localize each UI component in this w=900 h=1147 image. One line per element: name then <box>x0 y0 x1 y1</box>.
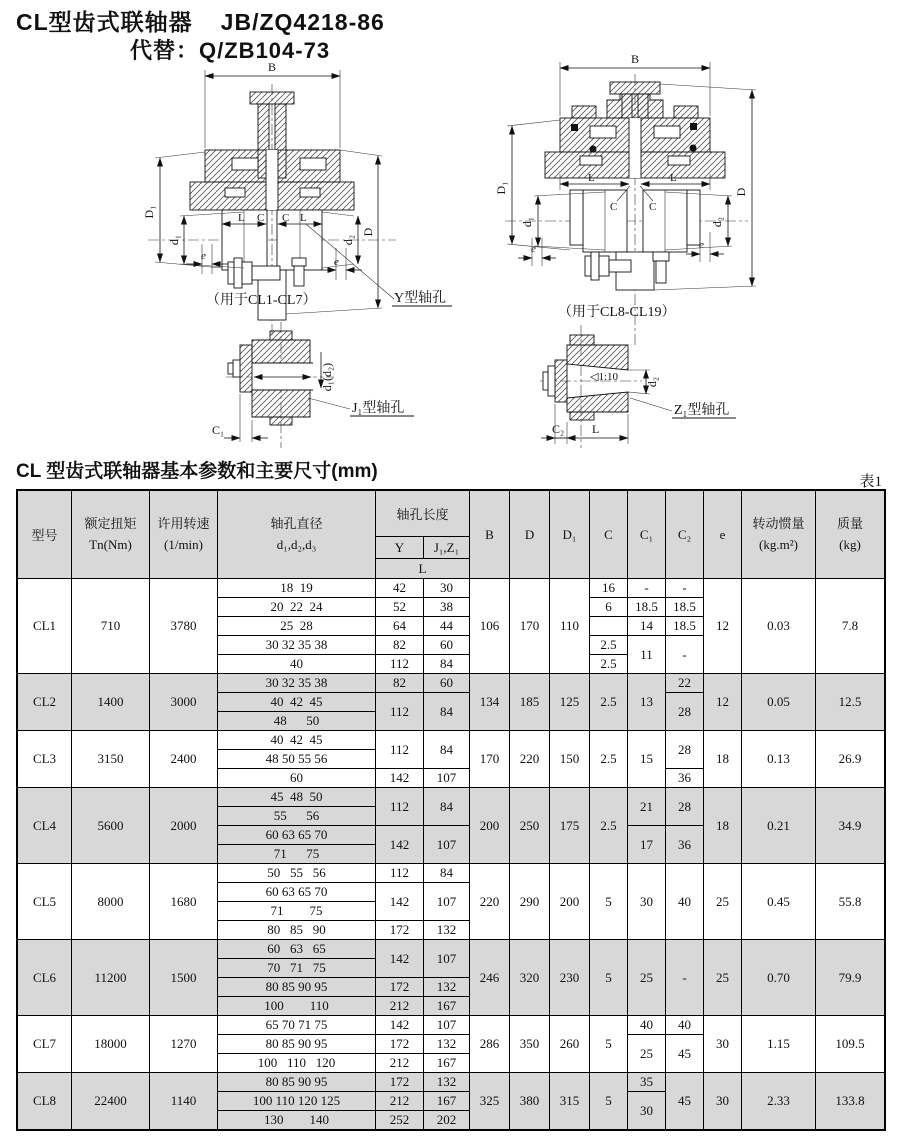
cell-D: 185 <box>510 674 550 731</box>
cell-length-Y: 172 <box>376 1035 424 1054</box>
cell-C1: 11 <box>628 636 666 674</box>
cell-torque: 1400 <box>72 674 150 731</box>
cell-length-Y: 172 <box>376 921 424 940</box>
cell-D1: 150 <box>550 731 590 788</box>
cell-C1: 30 <box>628 1092 666 1130</box>
technical-drawings <box>0 0 900 455</box>
cell-length-J: 84 <box>424 788 470 826</box>
dim-label-D-right: D <box>734 187 748 197</box>
parameters-table <box>17 490 885 1130</box>
cell-e: 18 <box>704 788 742 864</box>
cell-C2: 28 <box>666 788 704 826</box>
cell-C2: 22 <box>666 674 704 693</box>
cell-length-J: 30 <box>424 579 470 598</box>
cell-speed: 1680 <box>150 864 218 940</box>
cell-inertia: 0.13 <box>742 731 816 788</box>
dim-label-l2-right: L <box>670 172 677 184</box>
cell-length-Y: 212 <box>376 1092 424 1111</box>
cell-bore-diameters: 25 28 <box>218 617 376 636</box>
dim-label-l1-left: L <box>238 212 245 224</box>
col-header-L: L <box>376 559 470 579</box>
title-coupling-name: CL型齿式联轴器 <box>16 9 193 35</box>
cell-C2: 40 <box>666 1016 704 1035</box>
cell-mass: 26.9 <box>816 731 885 788</box>
cell-bore-diameters: 100 110 120 <box>218 1054 376 1073</box>
col-header-D: D <box>510 491 550 579</box>
dim-label-c2-left: C <box>282 212 290 224</box>
cell-torque: 5600 <box>72 788 150 864</box>
drawing-cl1-cl7 <box>142 60 452 338</box>
cell-inertia: 0.03 <box>742 579 816 674</box>
dim-label-d1-left: d₁ <box>167 234 181 246</box>
cell-C: 2.5 <box>590 731 628 788</box>
cell-bore-diameters: 30 32 35 38 <box>218 674 376 693</box>
cell-B: 325 <box>470 1073 510 1130</box>
col-header-mass-sub: (kg) <box>839 536 861 552</box>
z1-l-dim-label: L <box>592 422 600 436</box>
cell-C1: 14 <box>628 617 666 636</box>
cell-length-J: 107 <box>424 769 470 788</box>
cell-bore-diameters: 80 85 90 95 <box>218 978 376 997</box>
col-header-speed-sub: (1/min) <box>164 536 203 552</box>
right-drawing-caption: （用于CL8-CL19） <box>558 305 676 320</box>
j1-c1-dim-label: C₁ <box>212 423 225 437</box>
col-header-speed <box>150 491 218 579</box>
col-header-torque-sub: Tn(Nm) <box>89 536 132 552</box>
cell-bore-diameters: 55 56 <box>218 807 376 826</box>
col-header-model: 型号 <box>18 491 72 579</box>
cell-D1: 110 <box>550 579 590 674</box>
cell-bore-diameters: 50 55 56 <box>218 864 376 883</box>
cell-bore-diameters: 60 63 65 <box>218 940 376 959</box>
dim-label-e2-left: e <box>334 256 339 268</box>
col-header-speed-cn: 许用转速 <box>157 515 210 531</box>
cell-C: 5 <box>590 1016 628 1073</box>
cell-C2: 18.5 <box>666 598 704 617</box>
cell-model: CL8 <box>18 1073 72 1130</box>
cell-mass: 34.9 <box>816 788 885 864</box>
cell-length-Y: 142 <box>376 883 424 921</box>
title-standard: JB/ZQ4218-86 <box>220 9 385 35</box>
dim-label-D1-right: D₁ <box>494 181 508 195</box>
dim-label-d1-right: d₁ <box>520 216 534 228</box>
col-header-Y: Y <box>376 537 424 559</box>
dim-label-d2-right: d₂ <box>710 216 724 228</box>
cell-bore-diameters: 80 85 90 95 <box>218 1035 376 1054</box>
table-body <box>18 579 885 1130</box>
cell-length-Y: 212 <box>376 997 424 1016</box>
cell-bore-diameters: 45 48 50 <box>218 788 376 807</box>
table-row <box>18 579 885 598</box>
cell-mass: 55.8 <box>816 864 885 940</box>
cell-length-J: 38 <box>424 598 470 617</box>
cell-length-Y: 52 <box>376 598 424 617</box>
cell-D: 350 <box>510 1016 550 1073</box>
cell-length-J: 202 <box>424 1111 470 1130</box>
z1-bore-label: Z₁型轴孔 <box>674 403 730 418</box>
table-row <box>18 731 885 750</box>
cell-D1: 230 <box>550 940 590 1016</box>
dim-label-d2-left: d₂ <box>341 234 355 246</box>
cell-model: CL2 <box>18 674 72 731</box>
col-header-C2: C₂ <box>666 491 704 579</box>
cell-C <box>590 617 628 636</box>
cell-inertia: 0.70 <box>742 940 816 1016</box>
cell-bore-diameters: 60 63 65 70 <box>218 826 376 845</box>
col-header-inertia <box>742 491 816 579</box>
drawing-j1-bore <box>212 322 414 448</box>
cell-length-Y: 172 <box>376 1073 424 1092</box>
z1-taper-label: ◁1:10 <box>590 371 619 383</box>
col-header-torque-cn: 额定扭矩 <box>84 515 137 531</box>
cell-length-Y: 112 <box>376 693 424 731</box>
cell-C: 2.5 <box>590 788 628 864</box>
cell-C2: - <box>666 940 704 1016</box>
cell-C1: 21 <box>628 788 666 826</box>
cell-length-Y: 42 <box>376 579 424 598</box>
cell-e: 18 <box>704 731 742 788</box>
col-header-J1Z1: J₁,Z₁ <box>424 537 470 559</box>
j1-bore-dim-label: d₁(d₂) <box>320 362 334 392</box>
cell-length-J: 60 <box>424 674 470 693</box>
dim-label-l2-left: L <box>300 212 307 224</box>
cell-length-J: 60 <box>424 636 470 655</box>
cell-mass: 79.9 <box>816 940 885 1016</box>
cell-bore-diameters: 80 85 90 <box>218 921 376 940</box>
cell-mass: 7.8 <box>816 579 885 674</box>
cell-length-Y: 64 <box>376 617 424 636</box>
cell-bore-diameters: 18 19 <box>218 579 376 598</box>
table-row <box>18 940 885 959</box>
cell-length-J: 84 <box>424 693 470 731</box>
col-header-B: B <box>470 491 510 579</box>
cell-C: 2.5 <box>590 674 628 731</box>
col-header-mass-cn: 质量 <box>837 515 864 531</box>
cell-speed: 2400 <box>150 731 218 788</box>
col-header-C1: C₁ <box>628 491 666 579</box>
cell-length-J: 132 <box>424 921 470 940</box>
drawing-z1-bore <box>540 325 736 448</box>
cell-e: 30 <box>704 1016 742 1073</box>
col-header-C: C <box>590 491 628 579</box>
cell-B: 134 <box>470 674 510 731</box>
cell-C2: 40 <box>666 864 704 940</box>
cell-D: 290 <box>510 864 550 940</box>
cell-C2: - <box>666 579 704 598</box>
cell-length-Y: 112 <box>376 864 424 883</box>
cell-length-Y: 112 <box>376 655 424 674</box>
table-header <box>18 491 885 579</box>
cell-bore-diameters: 80 85 90 95 <box>218 1073 376 1092</box>
cell-speed: 1270 <box>150 1016 218 1073</box>
cell-length-J: 84 <box>424 731 470 769</box>
cell-C2: 28 <box>666 731 704 769</box>
cell-bore-diameters: 70 71 75 <box>218 959 376 978</box>
cell-C2: 28 <box>666 693 704 731</box>
cell-C2: 45 <box>666 1035 704 1073</box>
cell-bore-diameters: 100 110 120 125 <box>218 1092 376 1111</box>
col-header-D1: D₁ <box>550 491 590 579</box>
col-header-bore-sub: d₁,d₂,d₃ <box>276 536 317 552</box>
cell-length-Y: 82 <box>376 674 424 693</box>
cell-D: 250 <box>510 788 550 864</box>
cell-length-J: 107 <box>424 1016 470 1035</box>
title-old-standard: Q/ZB104-73 <box>199 37 331 63</box>
cell-B: 200 <box>470 788 510 864</box>
cell-e: 30 <box>704 1073 742 1130</box>
cell-C1: - <box>628 579 666 598</box>
cell-C: 2.5 <box>590 655 628 674</box>
cell-mass: 12.5 <box>816 674 885 731</box>
cell-length-J: 167 <box>424 1054 470 1073</box>
table-section-heading: CL 型齿式联轴器基本参数和主要尺寸(mm) <box>16 461 378 482</box>
table-row <box>18 1073 885 1092</box>
cell-inertia: 0.21 <box>742 788 816 864</box>
cell-length-Y: 142 <box>376 769 424 788</box>
cell-torque: 8000 <box>72 864 150 940</box>
cell-e: 12 <box>704 579 742 674</box>
cell-C: 5 <box>590 940 628 1016</box>
cell-length-Y: 112 <box>376 731 424 769</box>
cell-bore-diameters: 71 75 <box>218 845 376 864</box>
cell-torque: 3150 <box>72 731 150 788</box>
dim-label-b-right: B <box>631 52 640 66</box>
cell-length-Y: 252 <box>376 1111 424 1130</box>
cell-C1: 40 <box>628 1016 666 1035</box>
dim-label-e2-right: e <box>699 239 704 251</box>
cell-D: 220 <box>510 731 550 788</box>
cell-e: 25 <box>704 864 742 940</box>
j1-bore-label: J₁型轴孔 <box>352 401 405 416</box>
cell-length-J: 132 <box>424 1073 470 1092</box>
dim-label-D-left: D <box>361 227 375 237</box>
cell-bore-diameters: 71 75 <box>218 902 376 921</box>
cell-C1: 18.5 <box>628 598 666 617</box>
col-header-inertia-cn: 转动惯量 <box>752 515 805 531</box>
cell-D1: 175 <box>550 788 590 864</box>
cell-inertia: 1.15 <box>742 1016 816 1073</box>
left-drawing-caption: （用于CL1-CL7） <box>206 293 317 308</box>
cell-torque: 22400 <box>72 1073 150 1130</box>
cell-C2: 36 <box>666 769 704 788</box>
cell-length-J: 107 <box>424 940 470 978</box>
cell-length-J: 84 <box>424 864 470 883</box>
cell-length-Y: 212 <box>376 1054 424 1073</box>
table-number-tag: 表1 <box>859 474 882 490</box>
cell-C1: 25 <box>628 940 666 1016</box>
col-header-bore-length: 轴孔长度 <box>376 491 470 537</box>
cell-torque: 18000 <box>72 1016 150 1073</box>
cell-speed: 3000 <box>150 674 218 731</box>
dim-label-c2-right: C <box>649 201 657 213</box>
cell-length-Y: 112 <box>376 788 424 826</box>
cell-C1: 25 <box>628 1035 666 1073</box>
cell-C2: 36 <box>666 826 704 864</box>
z1-d2-dim-label: d₂ <box>645 376 659 388</box>
cell-bore-diameters: 40 <box>218 655 376 674</box>
cell-C1: 30 <box>628 864 666 940</box>
cell-inertia: 0.45 <box>742 864 816 940</box>
cell-bore-diameters: 100 110 <box>218 997 376 1016</box>
cell-C: 5 <box>590 1073 628 1130</box>
cell-length-J: 107 <box>424 826 470 864</box>
cell-C1: 13 <box>628 674 666 731</box>
cell-length-J: 44 <box>424 617 470 636</box>
cell-D: 320 <box>510 940 550 1016</box>
cell-C: 6 <box>590 598 628 617</box>
table-row <box>18 864 885 883</box>
cell-model: CL3 <box>18 731 72 788</box>
cell-length-J: 107 <box>424 883 470 921</box>
col-header-inertia-sub: (kg.m²) <box>759 536 798 552</box>
cell-B: 246 <box>470 940 510 1016</box>
cell-length-Y: 142 <box>376 1016 424 1035</box>
cell-mass: 109.5 <box>816 1016 885 1073</box>
cell-speed: 3780 <box>150 579 218 674</box>
y-bore-label: Y型轴孔 <box>394 291 447 306</box>
dim-label-e1-left: e <box>201 250 206 262</box>
cell-length-Y: 172 <box>376 978 424 997</box>
cell-e: 12 <box>704 674 742 731</box>
cell-C2: - <box>666 636 704 674</box>
cell-bore-diameters: 30 32 35 38 <box>218 636 376 655</box>
cell-C: 16 <box>590 579 628 598</box>
dim-label-b-left: B <box>268 60 277 74</box>
cell-C: 5 <box>590 864 628 940</box>
cell-model: CL5 <box>18 864 72 940</box>
cell-torque: 11200 <box>72 940 150 1016</box>
title-replaces-label: 代替： <box>130 37 200 63</box>
cell-D: 170 <box>510 579 550 674</box>
table-row <box>18 1016 885 1035</box>
cell-C1: 35 <box>628 1073 666 1092</box>
dim-label-l1-right: L <box>588 172 595 184</box>
dim-label-e1-right: e <box>531 243 536 255</box>
cell-model: CL1 <box>18 579 72 674</box>
cell-bore-diameters: 20 22 24 <box>218 598 376 617</box>
table-row <box>18 788 885 807</box>
cell-bore-diameters: 60 63 65 70 <box>218 883 376 902</box>
cell-e: 25 <box>704 940 742 1016</box>
cell-B: 170 <box>470 731 510 788</box>
cell-D: 380 <box>510 1073 550 1130</box>
cell-D1: 200 <box>550 864 590 940</box>
cell-D1: 315 <box>550 1073 590 1130</box>
cell-speed: 1140 <box>150 1073 218 1130</box>
cell-length-J: 84 <box>424 655 470 674</box>
cell-B: 220 <box>470 864 510 940</box>
cell-mass: 133.8 <box>816 1073 885 1130</box>
cell-torque: 710 <box>72 579 150 674</box>
cell-bore-diameters: 65 70 71 75 <box>218 1016 376 1035</box>
col-header-bore-cn: 轴孔直径 <box>270 515 323 531</box>
cell-bore-diameters: 40 42 45 <box>218 731 376 750</box>
cell-length-J: 167 <box>424 997 470 1016</box>
cell-length-Y: 82 <box>376 636 424 655</box>
cell-length-Y: 142 <box>376 826 424 864</box>
cell-B: 106 <box>470 579 510 674</box>
table-row <box>18 674 885 693</box>
col-header-torque <box>72 491 150 579</box>
cell-D1: 125 <box>550 674 590 731</box>
cell-bore-diameters: 60 <box>218 769 376 788</box>
cell-inertia: 0.05 <box>742 674 816 731</box>
dim-label-c1-left: C <box>257 212 265 224</box>
cell-B: 286 <box>470 1016 510 1073</box>
cell-length-Y: 142 <box>376 940 424 978</box>
cell-bore-diameters: 48 50 55 56 <box>218 750 376 769</box>
drawing-cl8-cl19 <box>494 52 756 348</box>
cell-C1: 15 <box>628 731 666 788</box>
cell-model: CL7 <box>18 1016 72 1073</box>
cell-C2: 18.5 <box>666 617 704 636</box>
cell-speed: 1500 <box>150 940 218 1016</box>
cell-model: CL6 <box>18 940 72 1016</box>
cell-model: CL4 <box>18 788 72 864</box>
dim-label-c1-right: C <box>610 201 618 213</box>
cell-bore-diameters: 48 50 <box>218 712 376 731</box>
cell-length-J: 132 <box>424 978 470 997</box>
z1-c2-dim-label: C₂ <box>552 422 565 436</box>
cell-C2: 45 <box>666 1073 704 1130</box>
col-header-bore-diameter <box>218 491 376 579</box>
cell-bore-diameters: 40 42 45 <box>218 693 376 712</box>
cell-C: 2.5 <box>590 636 628 655</box>
cell-speed: 2000 <box>150 788 218 864</box>
col-header-mass <box>816 491 885 579</box>
col-header-e: e <box>704 491 742 579</box>
cell-inertia: 2.33 <box>742 1073 816 1130</box>
cell-D1: 260 <box>550 1016 590 1073</box>
dim-label-D1-left: D₁ <box>142 205 156 219</box>
cell-length-J: 167 <box>424 1092 470 1111</box>
cell-bore-diameters: 130 140 <box>218 1111 376 1130</box>
cell-C1: 17 <box>628 826 666 864</box>
cell-length-J: 132 <box>424 1035 470 1054</box>
